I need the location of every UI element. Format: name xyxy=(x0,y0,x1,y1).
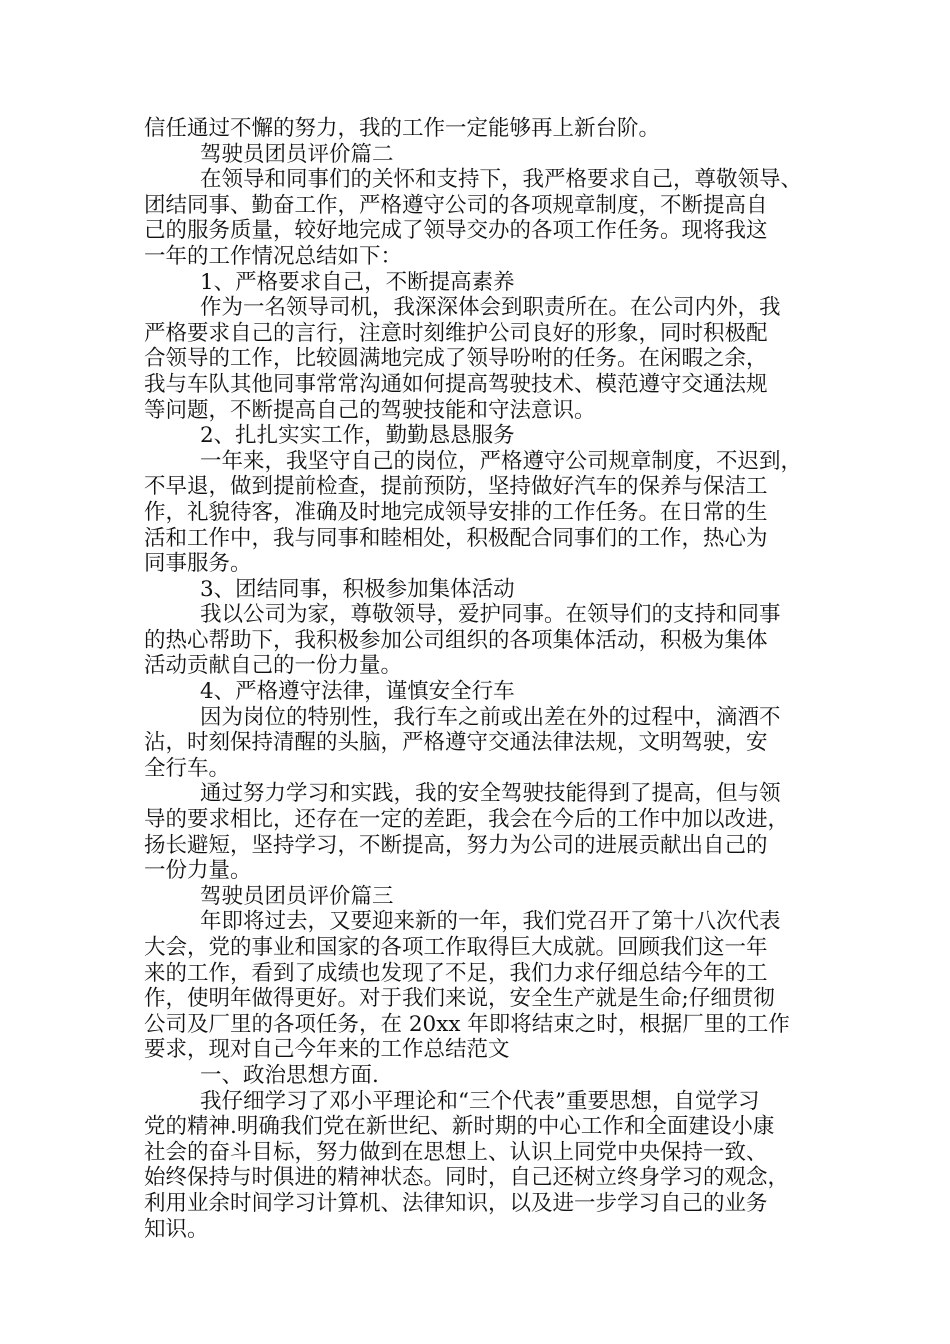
text-line: 信任通过不懈的努力，我的工作一定能够再上新台阶。 xyxy=(144,116,661,141)
text-line: 4、严格遵守法律，谨慎安全行车 xyxy=(200,679,515,705)
text-line: 驾驶员团员评价篇三 xyxy=(200,883,394,909)
text-line: 一年来，我坚守自己的岗位，严格遵守公司规章制度，不迟到， xyxy=(200,448,803,474)
text-line: 我与车队其他同事常常沟通如何提高驾驶技术、模范遵守交通法规 xyxy=(144,371,768,397)
text-line: 2、扎扎实实工作，勤勤恳恳服务 xyxy=(200,423,515,449)
text-line: 我以公司为家，尊敬领导，爱护同事。在领导们的支持和同事 xyxy=(200,602,781,628)
text-line: 不早退，做到提前检查，提前预防，坚持做好汽车的保养与保洁工 xyxy=(144,474,768,500)
text-line: 沾，时刻保持清醒的头脑，严格遵守交通法律法规，文明驾驶，安 xyxy=(144,730,768,756)
text-line: 年即将过去，又要迎来新的一年，我们党召开了第十八次代表 xyxy=(200,909,781,935)
text-line: 作，礼貌待客，准确及时地完成领导安排的工作任务。在日常的生 xyxy=(144,499,768,525)
text-line: 的热心帮助下，我积极参加公司组织的各项集体活动，积极为集体 xyxy=(144,627,768,653)
text-line: 活和工作中，我与同事和睦相处，积极配合同事们的工作，热心为 xyxy=(144,525,768,551)
text-line: 合领导的工作，比较圆满地完成了领导吩咐的任务。在闲暇之余， xyxy=(144,346,768,372)
text-line: 大会，党的事业和国家的各项工作取得巨大成就。回顾我们这一年 xyxy=(144,935,768,960)
text-line: 通过努力学习和实践，我的安全驾驶技能得到了提高，但与领 xyxy=(200,781,781,807)
text-line: 导的要求相比，还存在一定的差距，我会在今后的工作中加以改进， xyxy=(144,807,790,833)
text-line: 党的精神.明确我们党在新世纪、新时期的中心工作和全面建设小康 xyxy=(144,1114,775,1140)
text-line: 同事服务。 xyxy=(144,551,252,577)
text-line: 己的服务质量，较好地完成了领导交办的各项工作任务。现将我这 xyxy=(144,218,768,244)
text-line: 全行车。 xyxy=(144,755,231,781)
text-line: 社会的奋斗目标，努力做到在思想上、认识上同党中央保持一致、 xyxy=(144,1139,768,1165)
text-line: 始终保持与时俱进的精神状态。同时，自己还树立终身学习的观念， xyxy=(144,1165,790,1191)
text-line: 3、团结同事，积极参加集体活动 xyxy=(200,576,515,602)
text-line: 严格要求自己的言行，注意时刻维护公司良好的形象，同时积极配 xyxy=(144,320,768,346)
text-line: 在领导和同事们的关怀和支持下，我严格要求自己，尊敬领导、 xyxy=(200,167,803,193)
text-line: 我仔细学习了邓小平理论和“三个代表”重要思想，自觉学习 xyxy=(200,1088,760,1114)
text-line: 等问题，不断提高自己的驾驶技能和守法意识。 xyxy=(144,397,596,423)
text-line: 一年的工作情况总结如下： xyxy=(144,243,403,269)
text-line: 知识。 xyxy=(144,1216,209,1242)
document-page xyxy=(144,116,824,1242)
text-line: 来的工作，看到了成绩也发现了不足，我们力求仔细总结今年的工 xyxy=(144,960,768,986)
text-line: 因为岗位的特别性，我行车之前或出差在外的过程中，滴酒不 xyxy=(200,704,781,730)
text-line: 作，使明年做得更好。对于我们来说，安全生产就是生命;仔细贯彻 xyxy=(144,986,775,1012)
text-line: 驾驶员团员评价篇二 xyxy=(200,141,394,167)
text-line: 1、严格要求自己，不断提高素养 xyxy=(200,269,515,295)
text-line: 公司及厂里的各项任务，在 20xx 年即将结束之时，根据厂里的工作 xyxy=(144,1011,790,1037)
text-line: 一、政治思想方面. xyxy=(200,1062,379,1088)
text-line: 扬长避短，坚持学习，不断提高，努力为公司的进展贡献出自己的 xyxy=(144,832,768,858)
text-line: 作为一名领导司机，我深深体会到职责所在。在公司内外，我 xyxy=(200,295,781,321)
text-line: 团结同事、勤奋工作，严格遵守公司的各项规章制度，不断提高自 xyxy=(144,192,768,218)
text-line: 要求，现对自己今年来的工作总结范文 xyxy=(144,1037,510,1063)
text-line: 一份力量。 xyxy=(144,858,252,884)
text-line: 活动贡献自己的一份力量。 xyxy=(144,653,403,679)
text-line: 利用业余时间学习计算机、法律知识，以及进一步学习自己的业务 xyxy=(144,1190,768,1216)
